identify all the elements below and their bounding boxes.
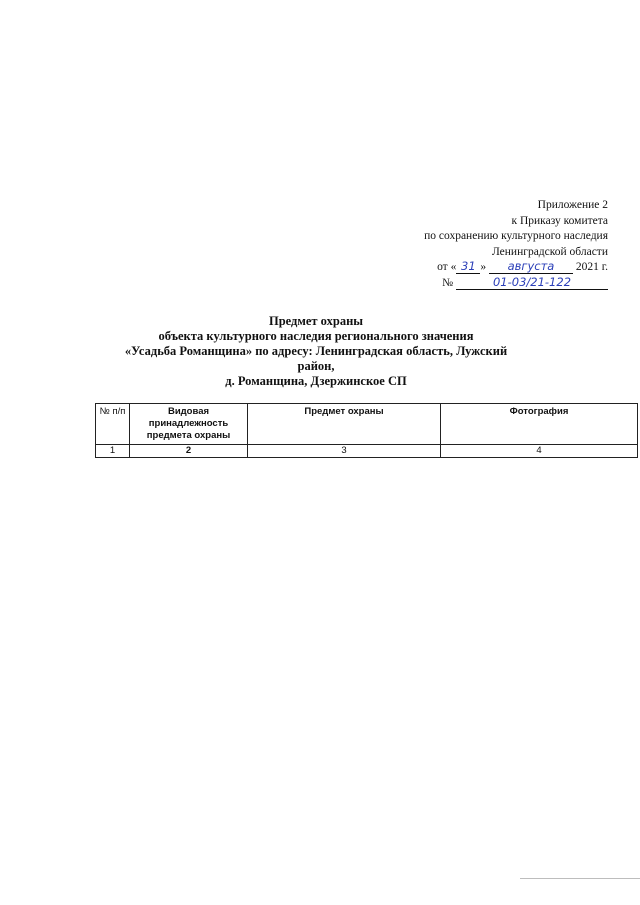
- protection-subject-table: [95, 403, 638, 458]
- column-number-3: 3: [248, 445, 441, 458]
- header-category: Видовая принадлежность предмета охраны: [130, 404, 248, 445]
- appendix-number: Приложение 2: [537, 199, 608, 211]
- column-number-1: 1: [96, 445, 130, 458]
- table-row: [96, 445, 638, 458]
- date-month-handwritten: августа: [489, 260, 573, 274]
- appendix-block: [424, 198, 608, 291]
- header-photo: Фотография: [441, 404, 638, 445]
- appendix-order-reference: к Приказу комитета: [511, 214, 608, 227]
- document-title: [96, 314, 536, 389]
- table-header-row: [96, 404, 638, 445]
- title-line-4: район,: [297, 359, 335, 373]
- date-prefix: от «: [437, 261, 457, 273]
- date-day-handwritten: 31: [456, 260, 480, 274]
- header-number: № п/п: [96, 404, 130, 445]
- order-number-handwritten: 01-03/21-122: [456, 276, 608, 290]
- title-line-2: объекта культурного наследия регионального значения: [158, 329, 474, 343]
- date-year: 2021 г.: [575, 261, 608, 273]
- appendix-committee: по сохранению культурного наследия: [424, 230, 608, 242]
- number-prefix: №: [442, 276, 454, 289]
- title-line-3: «Усадьба Романщина» по адресу: Ленинградская область, Лужский: [124, 344, 508, 358]
- column-number-2: 2: [130, 445, 248, 458]
- scan-edge-line: [520, 878, 640, 879]
- title-line-1: Предмет охраны: [268, 314, 364, 328]
- appendix-number-line: [424, 276, 608, 292]
- appendix-date-line: [424, 260, 608, 276]
- header-protection-subject: Предмет охраны: [248, 404, 441, 445]
- appendix-region: Ленинградской области: [491, 245, 608, 258]
- column-number-4: 4: [441, 445, 638, 458]
- title-line-5: д. Романщина, Дзержинское СП: [225, 374, 407, 388]
- date-mid: »: [480, 261, 487, 273]
